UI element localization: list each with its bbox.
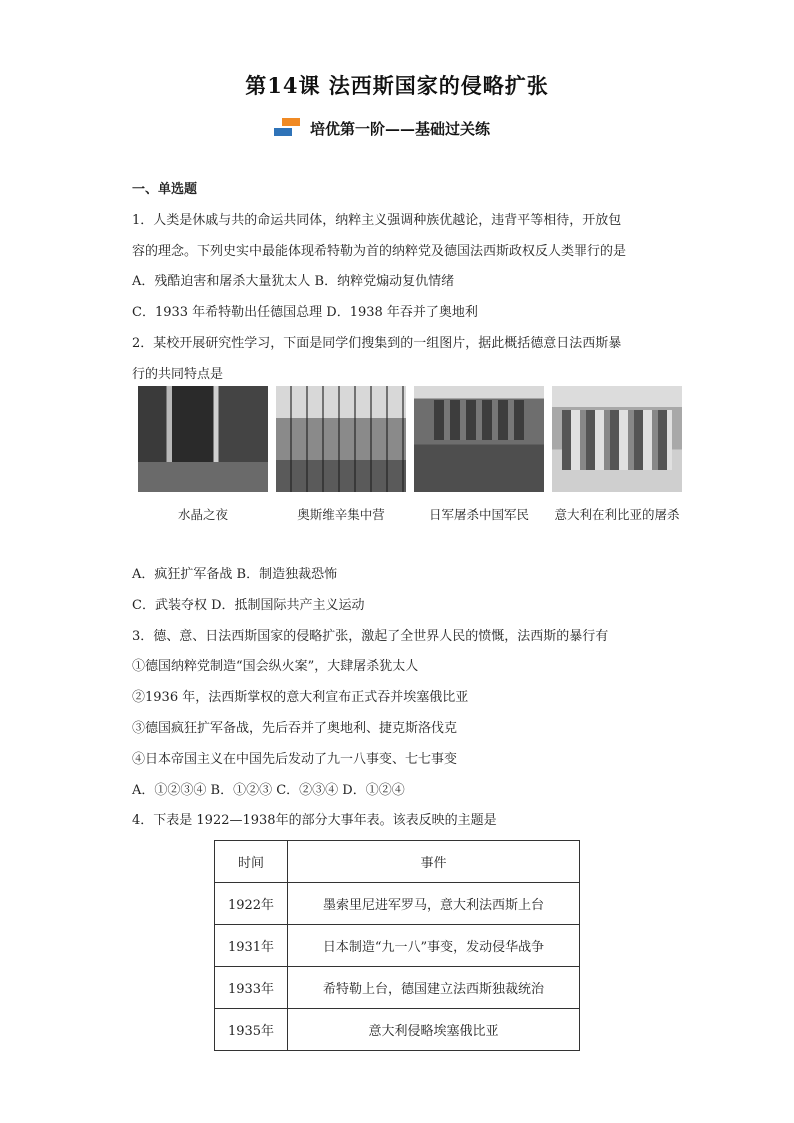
header-event: 事件	[288, 841, 580, 883]
photo-card	[552, 386, 682, 526]
photo-auschwitz	[276, 386, 406, 492]
cell-event: 希特勒上台，德国建立法西斯独裁统治	[288, 967, 580, 1009]
table-row	[215, 883, 580, 925]
photo-caption: 水晶之夜	[177, 507, 228, 522]
table-row	[215, 925, 580, 967]
questions-part-1	[132, 175, 672, 391]
subtitle-text: 培优第一阶——基础过关练	[310, 119, 491, 138]
q2-photo-strip	[138, 386, 682, 526]
cell-year: 1931年	[215, 925, 288, 967]
q2-options-ab: A．疯狂扩军备战 B．制造独裁恐怖	[132, 567, 338, 582]
photo-card	[138, 386, 268, 526]
photo-japanese-massacre	[414, 386, 544, 492]
table-row	[215, 967, 580, 1009]
table-header-row	[215, 841, 580, 883]
q2-stem-line1: 2．某校开展研究性学习，下面是同学们搜集到的一组图片，据此概括德意日法西斯暴	[132, 335, 622, 351]
cell-event: 日本制造“九一八”事变，发动侵华战争	[288, 925, 580, 967]
cell-year: 1922年	[215, 883, 288, 925]
q1-stem-line1: 1．人类是休戚与共的命运共同体，纳粹主义强调种族优越论，违背平等相待，开放包	[132, 212, 622, 228]
photo-crystal-night	[138, 386, 268, 492]
cell-year: 1933年	[215, 967, 288, 1009]
header-time: 时间	[215, 841, 288, 883]
photo-caption: 奥斯维辛集中营	[297, 507, 385, 522]
q3-item-3: ③德国疯狂扩军备战，先后吞并了奥地利、捷克斯洛伐克	[132, 720, 458, 736]
q3-item-1: ①德国纳粹党制造“国会纵火案”，大肆屠杀犹太人	[132, 659, 419, 675]
q2-stem-line2: 行的共同特点是	[132, 366, 224, 382]
q1-options-ab: A．残酷迫害和屠杀大量犹太人 B．纳粹党煽动复仇情绪	[132, 274, 455, 290]
events-table	[214, 840, 580, 1051]
q3-item-4: ④日本帝国主义在中国先后发动了九一八事变、七七事变	[132, 751, 458, 767]
stair-logo-icon	[272, 116, 306, 140]
cell-event: 墨索里尼进军罗马，意大利法西斯上台	[288, 883, 580, 925]
photo-card	[414, 386, 544, 526]
photo-card	[276, 386, 406, 526]
photo-libya-massacre	[552, 386, 682, 492]
q3-options: A．①②③④ B．①②③ C．②③④ D．①②④	[132, 782, 405, 798]
q2-options-cd: C．武装夺权 D．抵制国际共产主义运动	[132, 597, 365, 613]
section-heading: 一、单选题	[132, 182, 198, 197]
photo-caption: 日军屠杀中国军民	[428, 507, 529, 522]
q3-item-2: ②1936 年，法西斯掌权的意大利宣布正式吞并埃塞俄比亚	[132, 690, 469, 706]
questions-part-2	[132, 560, 692, 837]
table-row	[215, 1009, 580, 1051]
cell-year: 1935年	[215, 1009, 288, 1051]
q4-stem: 4．下表是 1922—1938年的部分大事年表。该表反映的主题是	[132, 813, 497, 829]
page-title: 第14课 法西斯国家的侵略扩张	[245, 73, 549, 98]
q3-stem: 3．德、意、日法西斯国家的侵略扩张，激起了全世界人民的愤慨，法西斯的暴行有	[132, 628, 609, 644]
q1-stem-line2: 容的理念。下列史实中最能体现希特勒为首的纳粹党及德国法西斯政权反人类罪行的是	[132, 243, 627, 259]
photo-caption: 意大利在利比亚的屠杀	[554, 507, 680, 522]
subtitle-banner	[272, 116, 490, 140]
q1-options-cd: C．1933 年希特勒出任德国总理 D．1938 年吞并了奥地利	[132, 305, 478, 321]
cell-event: 意大利侵略埃塞俄比亚	[288, 1009, 580, 1051]
